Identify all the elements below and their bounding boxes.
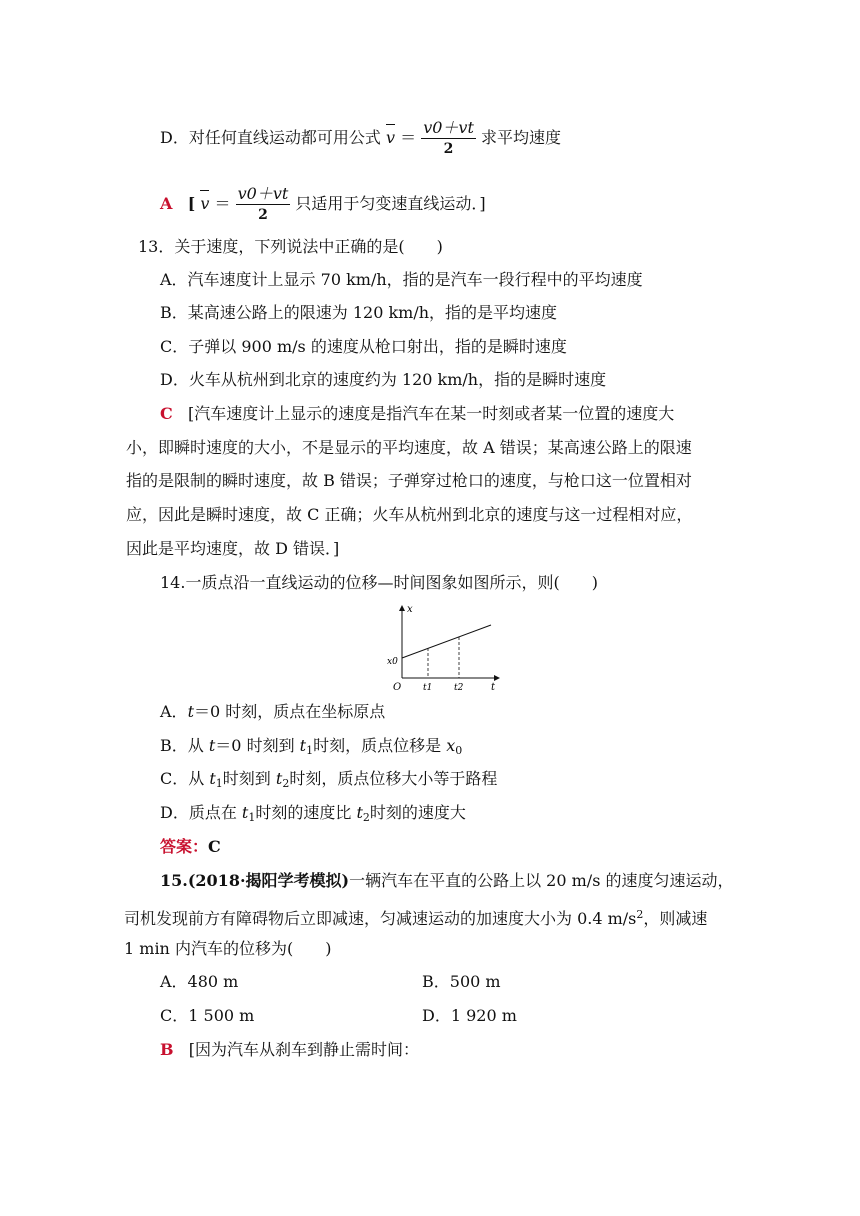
q12-option-d-text: D．对任何直线运动都可用公式 (160, 128, 381, 147)
t1-label: t1 (423, 683, 433, 693)
q15-stem-line-1 (160, 870, 734, 892)
q12-option-d (160, 118, 561, 159)
superscript-2: 2 (636, 908, 644, 921)
average-velocity-fraction (421, 118, 476, 159)
subscript-1: 1 (248, 811, 256, 824)
q13-option-c: C．子弹以 900 m/s 的速度从枪口射出，指的是瞬时速度 (160, 337, 567, 356)
q14-option-c (160, 768, 497, 795)
average-velocity-fraction (236, 184, 291, 225)
q14-option-a-text: ＝0 时刻，质点在坐标原点 (194, 702, 386, 721)
q14-option-c-label: C．从 (160, 769, 210, 788)
v-bar-symbol: v (200, 194, 210, 213)
answer-label: 答案： (160, 837, 209, 856)
q14-option-d-text-1: 时刻的速度比 (255, 803, 357, 822)
q13-option-d: D．火车从杭州到北京的速度约为 120 km/h，指的是瞬时速度 (160, 370, 607, 389)
q14-option-d (160, 802, 466, 829)
var-x0: x (446, 736, 456, 755)
subscript-1: 1 (215, 777, 223, 790)
q12-answer (160, 184, 486, 225)
q12-answer-text: 只适用于匀变速直线运动．] (295, 194, 486, 213)
answer-value: C (208, 837, 221, 856)
q13-option-b: B．某高速公路上的限速为 120 km/h，指的是平均速度 (160, 303, 558, 322)
var-t2: t (356, 803, 363, 822)
equals-sign: ＝ (214, 194, 231, 213)
q15-stem-text-3: ，则减速 (643, 909, 708, 928)
q15-source: (2018·揭阳学考模拟) (187, 871, 350, 890)
q13-answer-line-1 (160, 403, 674, 425)
q14-option-b-text-1: ＝0 时刻到 (215, 736, 300, 755)
q12-option-d-suffix: 求平均速度 (480, 128, 561, 147)
fraction-denominator: 2 (258, 207, 268, 223)
q15-option-a: A．480 m (160, 972, 239, 991)
var-t1: t (241, 803, 249, 822)
q15-option-c: C．1 500 m (160, 1006, 255, 1025)
x0-label: x0 (387, 657, 398, 667)
q13-option-a: A．汽车速度计上显示 70 km/h，指的是汽车一段行程中的平均速度 (160, 270, 643, 289)
q14-option-c-text-2: 时刻，质点位移大小等于路程 (289, 769, 498, 788)
q12-answer-bracket: [ (187, 194, 196, 213)
q15-stem-line-3: 1 min 内汽车的位移为( ) (124, 939, 332, 958)
q15-stem-text-1: 一辆汽车在平直的公路上以 20 m/s 的速度匀速运动， (349, 871, 734, 890)
q15-option-b: B．500 m (422, 972, 501, 991)
q12-answer-letter: A (160, 194, 173, 213)
q15-number: 15. (160, 871, 188, 890)
q13-answer-line-5: 因此是平均速度，故 D 错误．] (126, 539, 340, 558)
q14-option-a (160, 701, 385, 723)
position-line (402, 625, 491, 658)
q15-option-d: D．1 920 m (422, 1006, 517, 1025)
q14-option-d-label: D．质点在 (160, 803, 242, 822)
subscript-1: 1 (306, 744, 314, 757)
q13-answer-line-3: 指的是限制的瞬时速度，故 B 错误；子弹穿过枪口的速度，与枪口这一位置相对 (126, 471, 692, 490)
x-axis-label: t (491, 682, 496, 693)
q15-stem-line-2 (124, 904, 707, 930)
origin-label: O (393, 682, 402, 693)
subscript-0: 0 (455, 744, 463, 757)
position-time-graph (385, 602, 505, 694)
var-t1: t (299, 736, 307, 755)
q13-answer-line-2: 小，即瞬时速度的大小，不是显示的平均速度，故 A 错误；某高速公路上的限速 (126, 438, 692, 457)
subscript-2: 2 (362, 811, 370, 824)
q15-answer-letter: B (160, 1040, 174, 1059)
q13-answer-line-4: 应，因此是瞬时速度，故 C 正确；火车从杭州到北京的速度与这一过程相对应， (126, 505, 693, 524)
q14-option-b-label: B．从 (160, 736, 209, 755)
fraction-numerator: v0＋vt (237, 184, 289, 203)
q13-answer-letter: C (160, 404, 173, 423)
q14-answer (160, 836, 221, 858)
q14-option-b (160, 735, 462, 762)
q15-stem-text-2: 司机发现前方有障碍物后立即减速，匀减速运动的加速度大小为 0.4 m/s (124, 909, 637, 928)
y-axis-label: x (407, 604, 413, 615)
q15-answer (160, 1039, 419, 1061)
q13-stem: 13．关于速度，下列说法中正确的是( ) (138, 237, 443, 256)
fraction-denominator: 2 (443, 141, 454, 157)
v-bar-symbol: v (385, 128, 395, 147)
q14-option-c-text-1: 时刻到 (222, 769, 276, 788)
t2-label: t2 (454, 683, 464, 693)
q15-answer-text: [因为汽车从刹车到静止需时间： (188, 1040, 420, 1059)
q14-option-b-text-2: 时刻，质点位移是 (313, 736, 447, 755)
q13-answer-text-1: [汽车速度计上显示的速度是指汽车在某一时刻或者某一位置的速度大 (188, 404, 675, 423)
equals-sign: ＝ (400, 128, 417, 147)
var-t2: t (275, 769, 283, 788)
var-t: t (208, 736, 216, 755)
q14-option-d-text-2: 时刻的速度大 (369, 803, 466, 822)
q14-stem: 14.一质点沿一直线运动的位移—时间图象如图所示，则( ) (160, 573, 598, 592)
q14-option-a-label: A． (160, 702, 188, 721)
fraction-numerator: v0＋vt (423, 118, 474, 137)
var-t1: t (209, 769, 216, 788)
var-t: t (187, 702, 194, 721)
subscript-2: 2 (282, 777, 290, 790)
